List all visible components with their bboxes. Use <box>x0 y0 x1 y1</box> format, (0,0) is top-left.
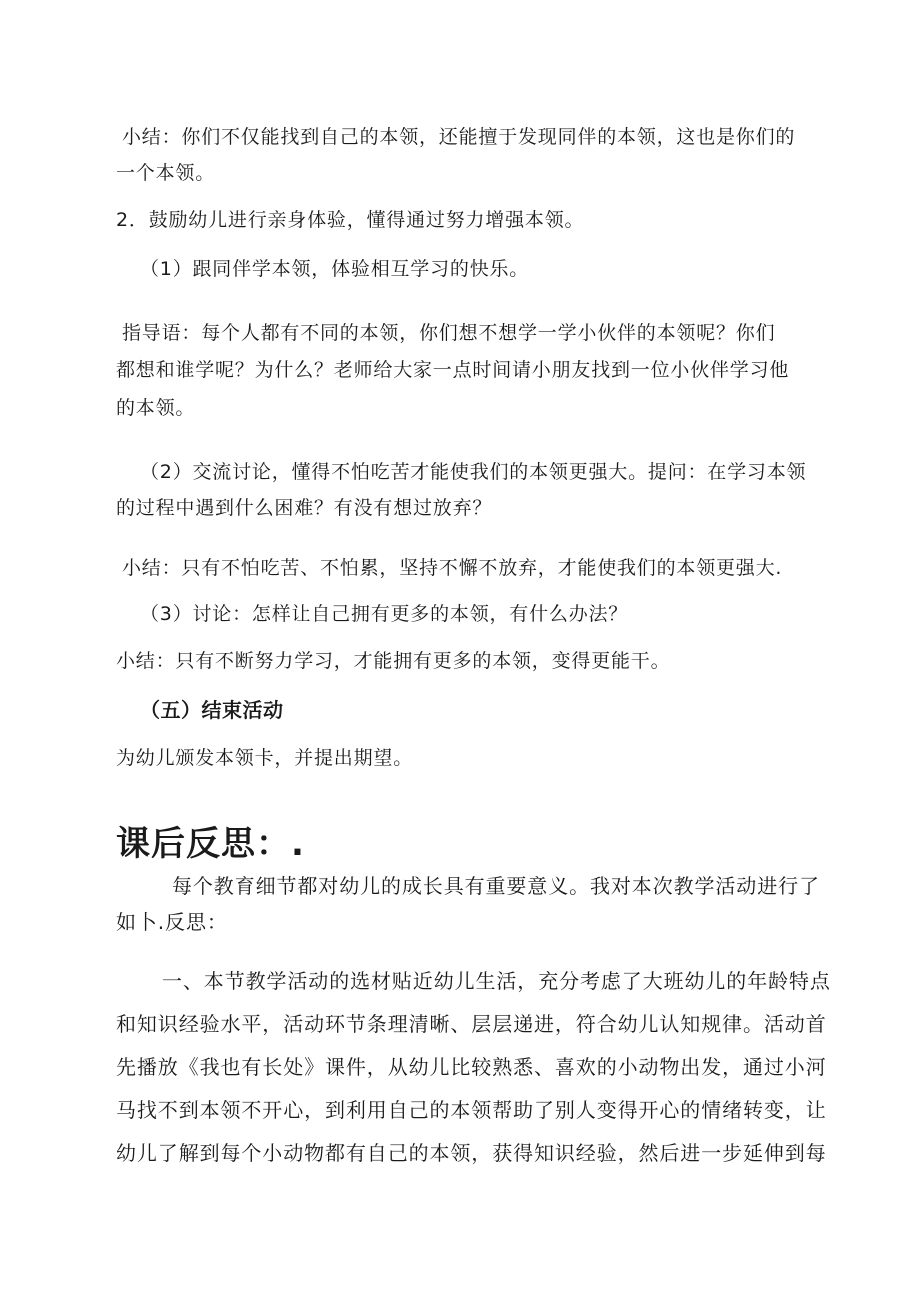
reflection-intro-line-2: 如卜.反思： <box>116 910 228 934</box>
reflection-title: 课后反思：. <box>116 824 305 864</box>
section-2-item-1: （1）跟同伴学本领，体验相互学习的快乐。 <box>140 258 530 280</box>
reflection-p1-line-5: 幼儿了解到每个小动物都有自己的本领，获得知识经验，然后进一步延伸到每 <box>116 1141 827 1165</box>
guide-line-1: 指导语：每个人都有不同的本领，你们想不想学一学小伙伴的本领呢？你们 <box>122 322 776 344</box>
item-2-line-2: 的过程中遇到什么困难？有没有想过放弃？ <box>116 497 493 519</box>
summary-3: 小结：只有不断努力学习，才能拥有更多的本领，变得更能干。 <box>116 650 671 672</box>
section-2-item-3: （3）讨论：怎样让自己拥有更多的本领，有什么办法？ <box>140 603 629 625</box>
reflection-p1-line-1: 一、本节教学活动的选材贴近幼儿生活，充分考虑了大班幼儿的年龄特点 <box>162 969 831 993</box>
section-5-heading: （五）结束活动 <box>140 698 284 722</box>
summary-1-line-1: 小结：你们不仅能找到自己的本领，还能擅于发现同伴的本领，这也是你们的 <box>122 126 796 148</box>
reflection-p1-line-3: 先播放《我也有长处》课件，从幼儿比较熟悉、喜欢的小动物出发，通过小河 <box>116 1055 827 1079</box>
reflection-p1-line-4: 马找不到本领不开心，到利用自己的本领帮助了别人变得开心的情绪转变，让 <box>116 1098 827 1122</box>
section-2-title: 2．鼓励幼儿进行亲身体验，懂得通过努力增强本领。 <box>116 209 585 231</box>
summary-1-line-2: 一个本领。 <box>116 162 216 184</box>
summary-2: 小结：只有不怕吃苦、不怕累，坚持不懈不放弃，才能使我们的本领更强大. <box>122 557 783 579</box>
item-2-line-1: （2）交流讨论，懂得不怕吃苦才能使我们的本领更强大。提问：在学习本领 <box>140 461 807 483</box>
guide-line-2: 都想和谁学呢？为什么？老师给大家一点时间请小朋友找到一位小伙伴学习他 <box>116 359 790 381</box>
reflection-p1-line-2: 和知识经验水平，活动环节条理清晰、层层递进，符合幼儿认知规律。活动首 <box>116 1012 827 1036</box>
reflection-intro-line-1: 每个教育细节都对幼儿的成长具有重要意义。我对本次教学活动进行了 <box>172 874 820 898</box>
section-5-text: 为幼儿颁发本领卡，并提出期望。 <box>116 747 414 769</box>
guide-line-3: 的本领。 <box>116 397 196 419</box>
